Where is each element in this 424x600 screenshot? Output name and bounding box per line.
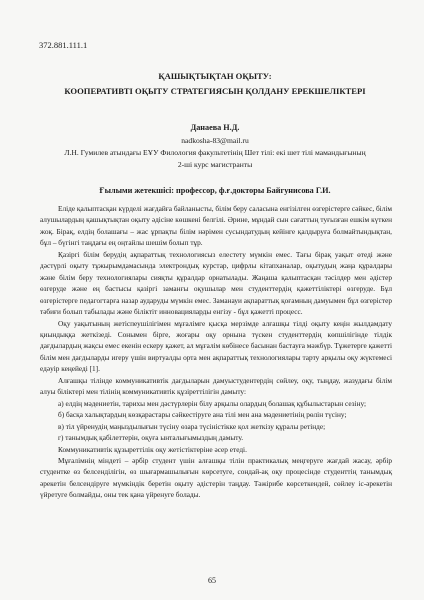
body-paragraph: Еліде қалыптасқан күрделі жағдайға байланысты, білім беру саласына енгізілген өзгерістерге сәйкес, білім алушылардың қашықтықтан оқыту әдісіне көшкені белгілі. Әрине, мұндай сын сағаттың туғызған ешкім күткен жоқ. Бірақ, елдің болашағы – жас ұрпақты білім нәрімен сусындатудың кейінге қалдыруға болмайтындықтан, бұл – бүгінгі таңдағы ең оңтайлы шешім болып тұр. <box>40 204 392 248</box>
supervisor-line: Ғылыми жетекшісі: профессор, ф.ғ.докторы Байгунисова Г.И. <box>99 186 331 195</box>
body-paragraph: Коммуникативтік құзыреттілік оқу жетістіктеріне әсер етеді. <box>58 444 247 454</box>
list-item: а) елдің мәдениетін, тарихы мен дәстүрлерін білу арқылы олардың болашақ құбылыстарын сезіну; <box>58 398 367 408</box>
author-email: nadkosha-83@mail.ru <box>181 136 249 145</box>
list-item: в) тіл үйренудің маңыздылығын түсіну өзара түсіністікке қол жеткізу құралы ретінде; <box>58 421 326 431</box>
article-body <box>40 203 392 501</box>
body-paragraph: Алғашқы тілінде коммуникативтік дағдыларын дамуыстудентердің сөйлеу, оқу, тыңдау, жазудағы білім алуы біліктері мен тілінің коммуникативтік құзіреттілігін дамыту: <box>40 375 392 397</box>
author-course: 2-ші курс магистранты <box>177 160 253 169</box>
page-number: 65 <box>208 576 216 585</box>
author-name: Данаева Н.Д. <box>190 123 240 132</box>
body-paragraph: Қазіргі білім берудің ақпараттық технологиясыз елестету мүмкін емес. Тағы бірақ уақыт өтеді және дәстүрлі оқыту тұжырымдамасында электрондық курстар, цифрлы кітапханалар, оқытудың жаңа құралдары және білім беру технологиялары сияқты құралдар орнатылады. Жаңаша қалыптасқан тәсілдер мен әдістер өзгеруде және ең бастысы қазіргі заманғы оқушылар мен студенттердің қажеттіліктері өзгеруде. Бұл өзгерістерге педагогтарға назар аударуды мүмкін емес. Заманауи ақпараттық қоғамның дамуымен бұл өзгерістер тәбиғи болып табылады және біліктіт инновацияларды енгізу - бұл қажетті процесс. <box>40 249 392 317</box>
author-affiliation: Л.Н. Гумилев атындағы ЕҰУ Филология факультетінің Шет тілі: екі шет тілі мамандығының <box>64 148 366 157</box>
article-title-line-2: КООПЕРАТИВТІ ОҚЫТУ СТРАТЕГИЯСЫН ҚОЛДАНУ ЕРЕКШЕЛІКТЕРІ <box>64 86 366 96</box>
body-paragraph: Мұғалімнің міндеті – әрбір студент үшін алғашқы тілін практикалық меңгеруге жағдай жасау, әрбір студентке өз белсенділігін, өз шығармашылығын көрсетуге, сондай-ақ оқу процесінде студенттің танымдық әрекетін белсендіруге мүмкіндік беретін оқыту әдістерін таңдау. Тәжірибе көрсеткендей, сөйлеу іс-әрекетін үйретуге болмайды, оны тек қана үйренуге болады. <box>40 455 392 500</box>
body-paragraph: Оқу уақытының жетіспеушілігімен мұғалімге қысқа мерзімде алғашқы тілді оқыту кеңін жылдамдату қиындыққа жеткізеді. Сонымен бірге, жоғары оқу орнына түскен студенттердің көпшілігінде тілдік дағдылардың жақсы емес екенін ескеру қажет, ал мұғалім көбінесе басынан бастауға мәжбүр. Тұжетерге қажетті білім мен дағдыларды игеру үшін виртуалды орта мен ақпараттық технологиялары тарту арқылы оқу жүктемесі едәуір кеңейеді [1]. <box>40 318 392 374</box>
list-item: г) танымдық қабілеттерін, оқуға ынталығымыздың дамыту. <box>58 433 244 443</box>
article-title-line-1: ҚАШЫҚТЫҚТАН ОҚЫТУ: <box>158 71 272 81</box>
udc-code: 372.881.111.1 <box>39 40 88 50</box>
list-item: б) басқа халықтардың көзқарастары сәйкестіруге ана тілі мен ана мәдениетінің рөлін түсіну; <box>58 410 347 420</box>
